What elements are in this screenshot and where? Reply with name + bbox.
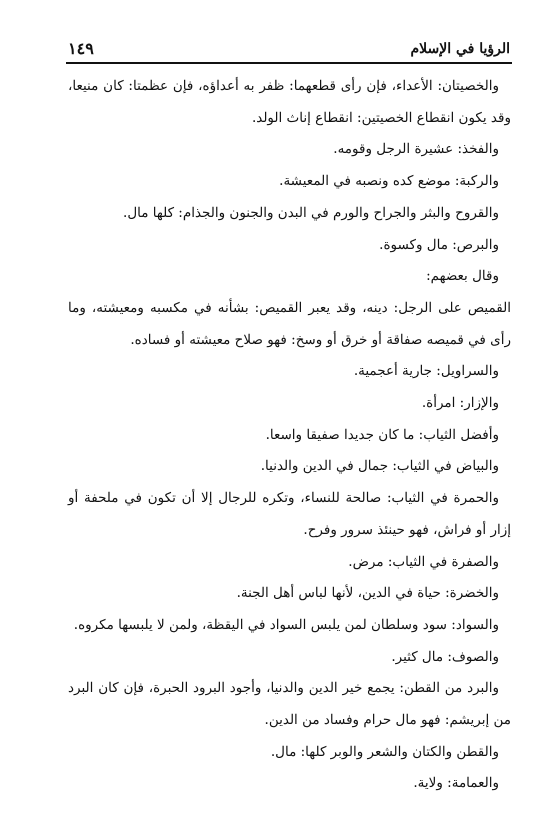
paragraph: والركبة: موضع كده ونصبه في المعيشة. (279, 173, 499, 190)
paragraph: والصوف: مال كثير. (391, 648, 499, 665)
paragraph: والقروح والبثر والجراح والورم في البدن والجنون والجذام: كلها مال. (123, 204, 499, 221)
running-header (66, 38, 510, 62)
paragraph: والسراويل: جارية أعجمية. (353, 363, 499, 380)
paragraph: والصفرة في الثياب: مرض. (348, 553, 499, 570)
paragraph: والبرص: مال وكسوة. (379, 236, 499, 253)
paragraph: والبرد من القطن: يجمع خير الدين والدنيا، وأجود البرود الحبرة، فإن كان البرد من إبريشم: فهو مال حرام وفساد من الدين. (68, 680, 511, 729)
paragraph: والحمرة في الثياب: صالحة للنساء، وتكره للرجال إلا أن تكون في ملحفة أو إزار أو فراش، فهو حينئذ سرور وفرح. (68, 490, 511, 538)
paragraph: القميص على الرجل: دينه، وقد يعبر القميص: بشأنه في مكسبه ومعيشته، وما رأى في قميصه صفاقة أو خرق أو وسخ: فهو صلاح معيشته أو فساده. (68, 299, 511, 348)
page-number: ١٤٩ (68, 39, 94, 58)
paragraph: والإزار: امرأة. (421, 395, 499, 412)
paragraph: وقال بعضهم: (426, 268, 499, 285)
paragraph: والفخذ: عشيرة الرجل وقومه. (333, 141, 499, 158)
paragraph: والقطن والكتان والشعر والوبر كلها: مال. (270, 743, 499, 760)
running-header-title: الرؤيا في الإسلام (410, 41, 510, 57)
paragraph: والخصيتان: الأعداء، فإن رأى قطعهما: ظفر به أعداؤه، فإن عظمتا: كان منيعا، وقد يكون انقطاع الخصيتين: انقطاع إناث الولد. (68, 78, 511, 126)
paragraph: والسواد: سود وسلطان لمن يلبس السواد في اليقظة، ولمن لا يلبسها مكروه. (73, 616, 499, 633)
body-text (68, 71, 511, 800)
header-rule (66, 62, 512, 64)
paragraph: والعمامة: ولاية. (413, 775, 499, 792)
paragraph: وأفضل الثياب: ما كان جديدا صفيقا واسعا. (265, 426, 499, 443)
paragraph: والبياض في الثياب: جمال في الدين والدنيا. (260, 458, 499, 475)
paragraph: والخضرة: حياة في الدين، لأنها لباس أهل الجنة. (236, 585, 499, 602)
